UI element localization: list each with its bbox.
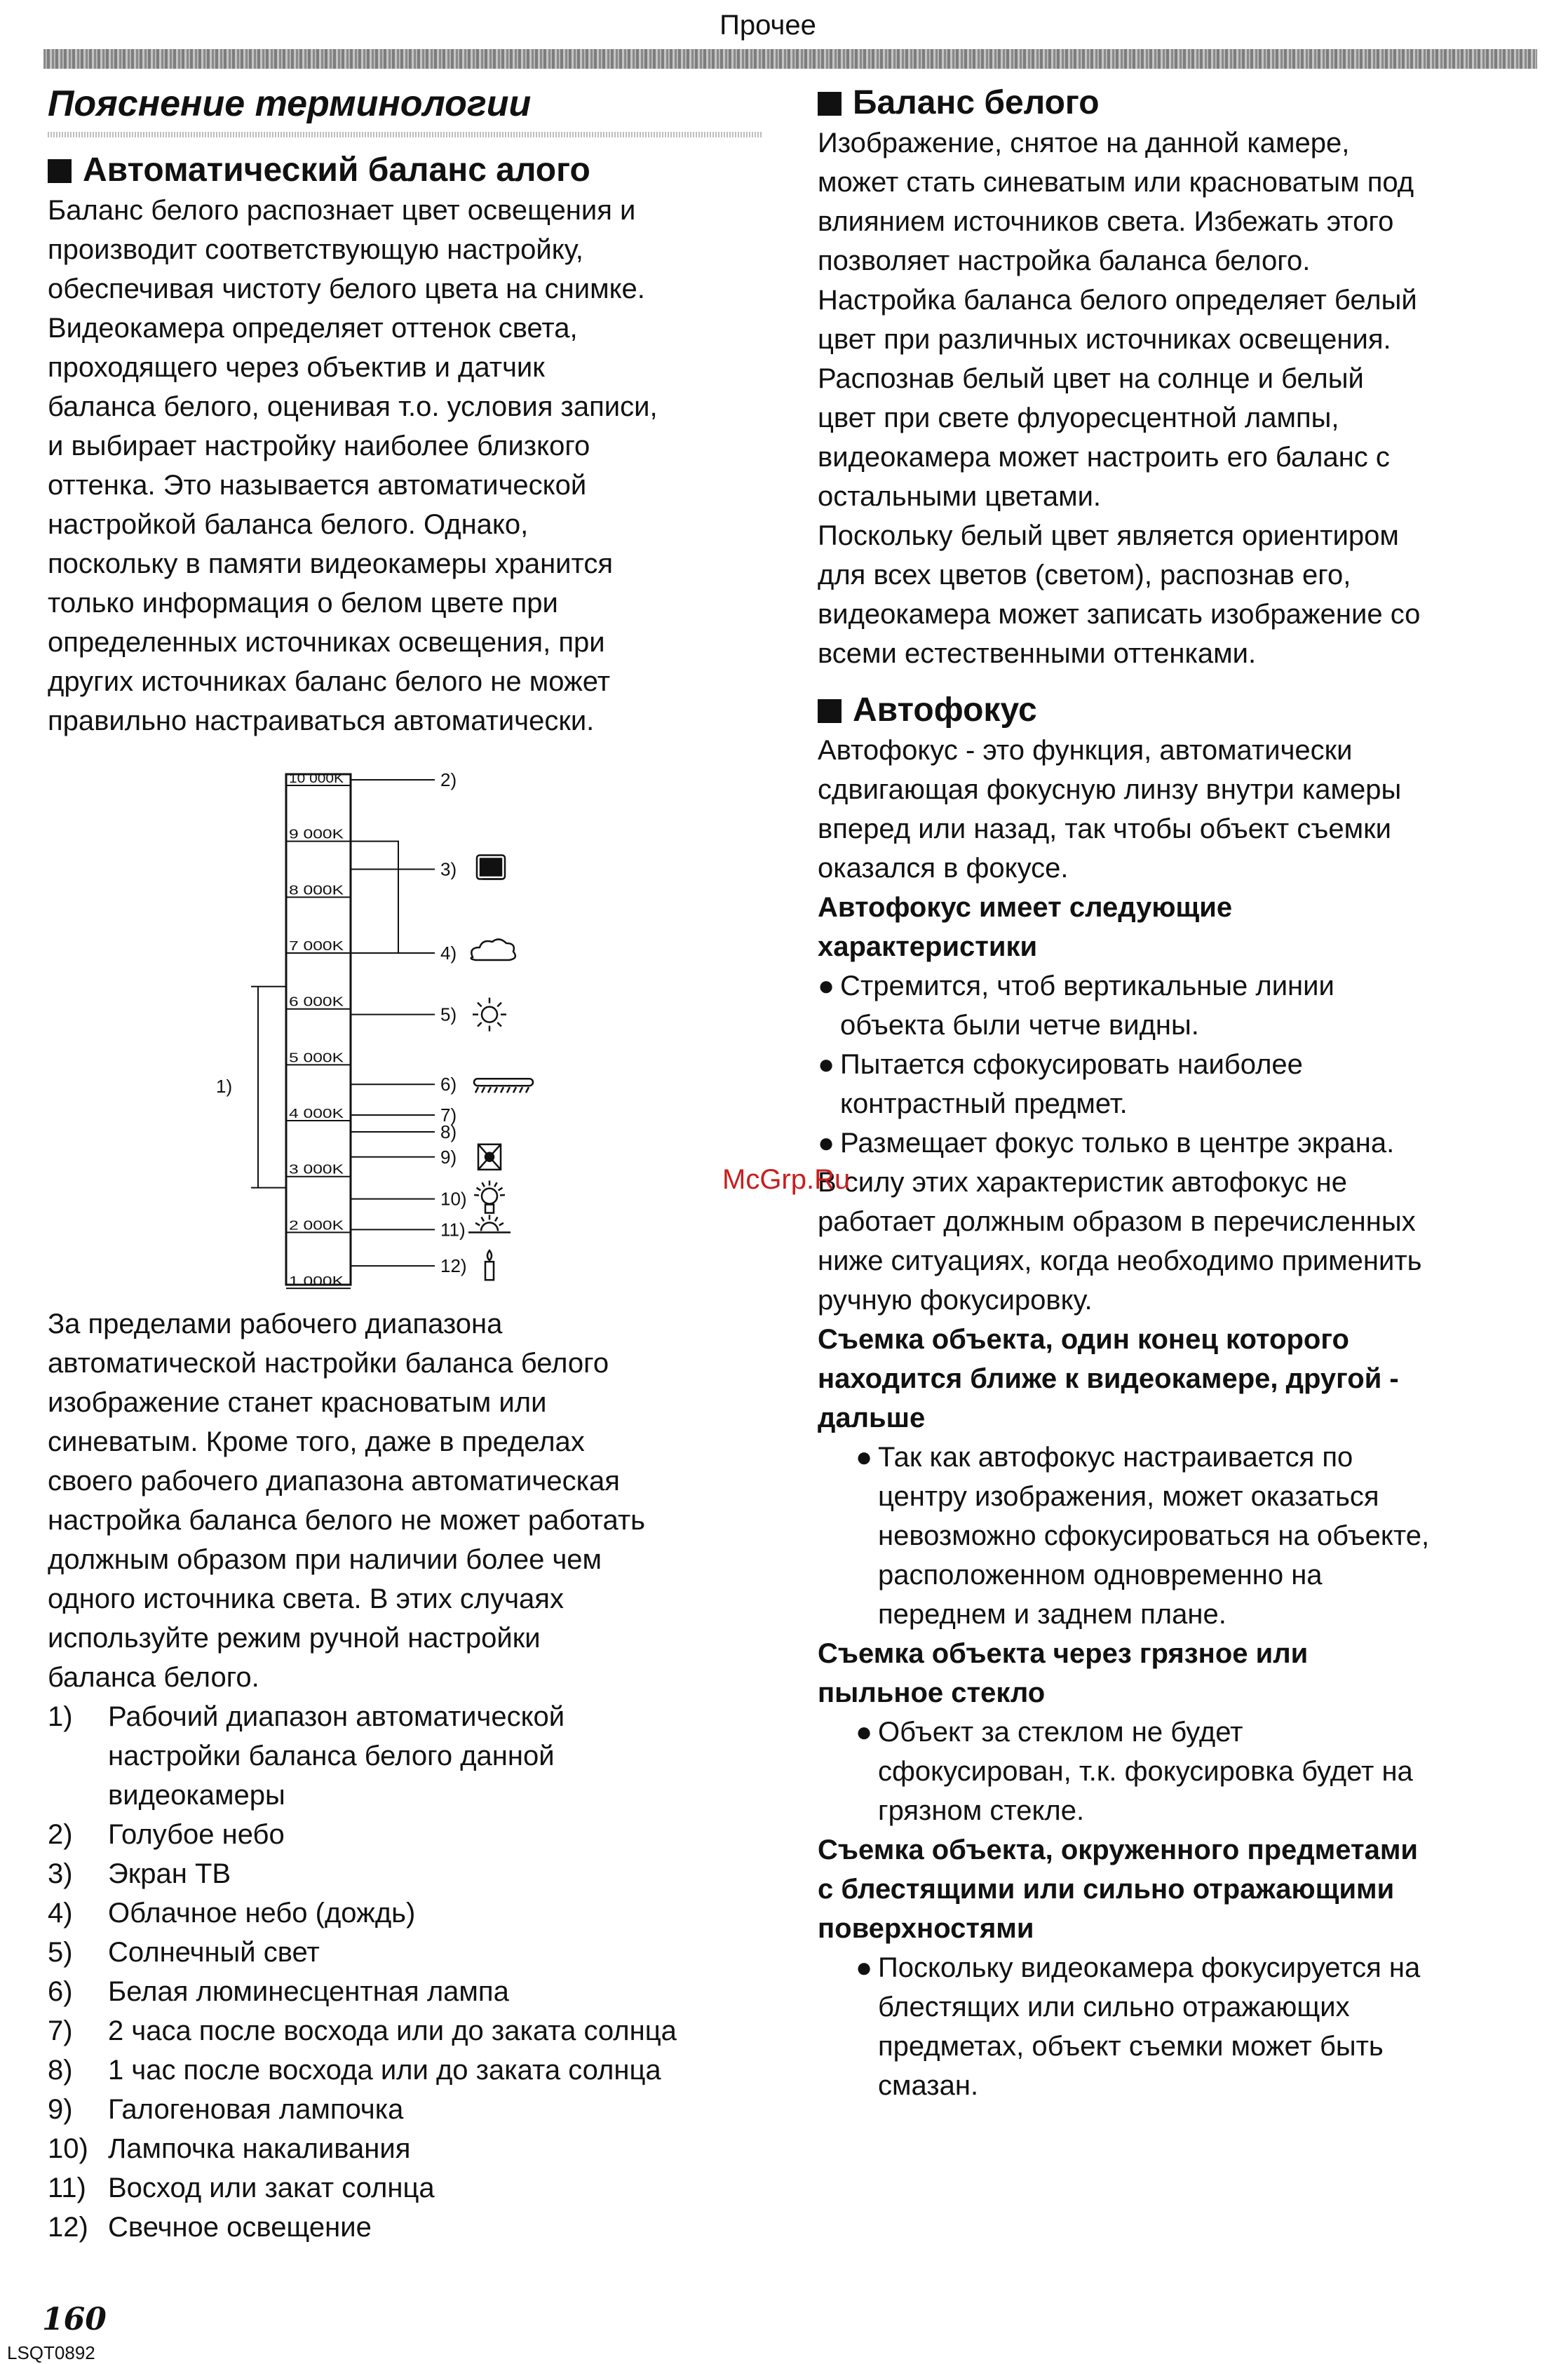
text-line: проходящего через объектив и датчик [48,348,784,387]
legend-item [48,2011,784,2051]
text-line: и выбирает настройку наиболее близкого [48,426,784,466]
legend-item [48,1933,784,1972]
legend-number: 1) [48,1697,108,1815]
page-number: 160 [42,2302,107,2337]
legend-text: Голубое небо [108,1815,285,1854]
color-temperature-chart [48,766,749,1299]
bullet-dot-icon: ● [818,966,840,1006]
left-column [48,83,784,2247]
text-line: Баланс белого распознает цвет освещения и [48,191,784,230]
scale-label: 2 000K [289,1218,344,1232]
af-intro [818,731,1540,888]
legend-text [108,1697,565,1815]
bullet-dot-icon: ● [818,1045,840,1084]
text-line: цвет при свете флуоресцентной лампы, [818,398,1540,438]
text-line: используйте режим ручной настройки [48,1619,784,1658]
text-line: оттенка. Это называется автоматической [48,466,784,505]
scale-label: 9 000K [289,828,344,842]
source-label: 10) [440,1189,467,1210]
fluorescent-lamp-icon [474,1079,533,1093]
legend-text: Белая люминесцентная лампа [108,1972,509,2011]
section-heading-white-balance [818,83,1540,123]
scale-label: 6 000K [289,995,344,1009]
legend-number: 9) [48,2090,108,2129]
text-line: настройка баланса белого не может работать [48,1501,784,1540]
text-line: только информация о белом цвете при [48,583,784,623]
text-line: может стать синеватым или красноватым под [818,163,1540,202]
page-header-section: Прочее [0,10,1536,41]
source-label: 6) [440,1074,457,1095]
section-gap [818,673,1540,690]
legend-text: Лампочка накаливания [108,2129,410,2168]
wb-paragraph [818,123,1540,673]
legend-line: настройки баланса белого данной [108,1741,555,1771]
tv-range-bracket [351,842,398,953]
watermark: McGrp.Ru [722,1164,850,1196]
text-line: поскольку в памяти видеокамеры хранится [48,544,784,583]
bullet-dot-icon: ● [856,1438,878,1477]
text-line: баланса белого. [48,1658,784,1697]
bullet-line: Размещает фокус только в центре экрана. [840,1128,1394,1159]
text-line: одного источника света. В этих случаях [48,1579,784,1619]
bullet-line: Поскольку видеокамера фокусируется на [878,1952,1420,1983]
source-label: 4) [440,943,457,964]
legend-item [48,2208,784,2247]
scale-label: 4 000K [289,1107,344,1121]
text-line: для всех цветов (светом), распознав его, [818,555,1540,595]
text-line: Настройка баланса белого определяет белый [818,281,1540,320]
bullet-line: грязном стекле. [878,1795,1084,1826]
legend-item [48,2090,784,2129]
legend-item [48,2129,784,2168]
bullet-item [818,1438,1540,1634]
after-chart-paragraph [48,1304,784,1697]
legend-number: 2) [48,1815,108,1854]
legend-number: 3) [48,1854,108,1893]
bullet-line: смазан. [878,2070,978,2101]
legend-text: Солнечный свет [108,1933,320,1972]
bullet-dot-icon: ● [818,1123,840,1163]
text-line: правильно настраиваться автоматически. [48,701,784,741]
document-code: LSQT0892 [7,2342,95,2364]
text-line: Видеокамера определяет оттенок света, [48,309,784,348]
legend-number: 4) [48,1893,108,1933]
scale-label: 3 000K [289,1163,344,1177]
subheading-line: Съемка объекта, окруженного предметами [818,1835,1418,1865]
legend-number: 12) [48,2208,108,2247]
legend-number: 5) [48,1933,108,1972]
legend-number: 11) [48,2168,108,2208]
legend-item [48,1815,784,1854]
text-line: В силу этих характеристик автофокус не [818,1163,1540,1202]
legend-line: видеокамеры [108,1780,285,1811]
bulb-icon [474,1181,505,1213]
bullet-line: невозможно сфокусироваться на объекте, [878,1520,1429,1551]
section-square-icon [818,92,842,116]
source-label: 2) [440,769,457,790]
text-line: синеватым. Кроме того, даже в пределах [48,1422,784,1461]
section-heading-autofocus [818,690,1540,731]
text-line: ниже ситуациях, когда необходимо применить [818,1241,1540,1281]
source-label: 12) [440,1255,467,1276]
legend-item [48,1893,784,1933]
source-label: 7) [440,1105,457,1126]
text-line: видеокамера может записать изображение со [818,595,1540,634]
text-line: баланса белого, оценивая т.о. условия записи, [48,387,784,426]
sunset-icon [468,1215,511,1232]
scale-label: 1 000K [289,1274,344,1288]
legend-number: 7) [48,2011,108,2051]
subheading-line: Съемка объекта через грязное или [818,1638,1308,1669]
subheading-line: находится ближе к видеокамере, другой - [818,1363,1399,1394]
bullet-line: переднем и заднем плане. [878,1599,1226,1630]
text-line: всеми естественными оттенками. [818,634,1540,673]
scale-label: 10 000K [289,771,344,785]
legend-number: 10) [48,2129,108,2168]
page-title: Пояснение терминологии [48,83,784,125]
bullet-line: Стремится, чтоб вертикальные линии [840,971,1334,1001]
text-line: оказался в фокусе. [818,849,1540,888]
bullet-line: расположенном одновременно на [878,1560,1323,1590]
text-line: Распознав белый цвет на солнце и белый [818,359,1540,398]
bullet-line: сфокусирован, т.к. фокусировка будет на [878,1756,1413,1787]
text-line: остальными цветами. [818,477,1540,516]
source-label: 11) [440,1219,466,1240]
section-square-icon [818,699,842,723]
legend-text: Галогеновая лампочка [108,2090,403,2129]
text-line: Поскольку белый цвет является ориентиром [818,516,1540,555]
bullet-line: объекта были четче видны. [840,1010,1199,1041]
bullet-item [818,1123,1540,1163]
bullet-line: блестящих или сильно отражающих [878,1992,1350,2022]
text-line: других источниках баланс белого не может [48,662,784,701]
bullet-item [818,1045,1540,1123]
legend-text: Экран ТВ [108,1854,231,1893]
bullet-line: Пытается сфокусировать наиболее [840,1049,1303,1080]
text-line: За пределами рабочего диапазона [48,1304,784,1344]
text-line: настройкой баланса белого. Однако, [48,505,784,544]
legend-text: 1 час после восхода или до заката солнца [108,2051,661,2090]
subheading-line: Автофокус имеет следующие [818,892,1232,923]
source-label: 5) [440,1004,457,1025]
section-heading-wb-text: Баланс белого [853,84,1100,121]
section-heading-awb [48,150,784,191]
chart-legend [48,1697,784,2247]
legend-item [48,1972,784,2011]
section-square-icon [48,159,72,183]
text-line: влиянием источников света. Избежать этого [818,202,1540,241]
cloud-icon [471,939,515,960]
text-line: автоматической настройки баланса белого [48,1344,784,1383]
text-line: своего рабочего диапазона автоматическая [48,1461,784,1501]
text-line: сдвигающая фокусную линзу внутри камеры [818,770,1540,809]
text-line: определенных источниках освещения, при [48,623,784,662]
source-label: 9) [440,1147,457,1168]
awb-paragraph [48,191,784,741]
subheading-line: характеристики [818,931,1037,962]
subheading-line: Съемка объекта, один конец которого [818,1324,1349,1355]
text-line: производит соответствующую настройку, [48,230,784,269]
sun-icon [473,998,506,1032]
right-column [818,83,1540,2105]
text-line: вперед или назад, так чтобы объект съемки [818,809,1540,849]
section-heading-awb-text: Автоматический баланс алого [83,151,590,189]
bullet-dot-icon: ● [856,1948,878,1987]
legend-item [48,1697,784,1815]
text-line: должным образом при наличии более чем [48,1540,784,1579]
legend-text: Восход или закат солнца [108,2168,435,2208]
bullet-line: Так как автофокус настраивается по [878,1442,1353,1473]
text-line: цвет при различных источниках освещения. [818,320,1540,359]
bullet-item [818,966,1540,1045]
bullet-line: Объект за стеклом не будет [878,1717,1243,1748]
header-rule [43,49,1537,69]
af-characteristics-heading [818,888,1540,966]
bullet-line: центру изображения, может оказаться [878,1481,1379,1512]
legend-text: Облачное небо (дождь) [108,1893,415,1933]
legend-number: 6) [48,1972,108,2011]
subheading-line: с блестящими или сильно отражающими [818,1874,1394,1905]
text-line: ручную фокусировку. [818,1281,1540,1320]
af-case-heading [818,1830,1540,1948]
legend-number: 8) [48,2051,108,2090]
legend-text: Свечное освещение [108,2208,372,2247]
text-line: работает должным образом в перечисленных [818,1202,1540,1241]
bullet-item [818,1948,1540,2105]
source-label: 3) [440,858,457,879]
range-label: 1) [216,1076,232,1097]
section-heading-af-text: Автофокус [853,691,1037,729]
scale-bar [286,774,351,1285]
legend-text: 2 часа после восхода или до заката солнца [108,2011,677,2051]
text-line: позволяет настройка баланса белого. [818,241,1540,281]
bullet-item [818,1713,1540,1830]
text-line: обеспечивая чистоту белого цвета на снимке. [48,269,784,309]
af-case-heading [818,1320,1540,1438]
bullet-line: предметах, объект съемки может быть [878,2031,1384,2062]
legend-line: Рабочий диапазон автоматической [108,1701,565,1732]
source-label: 8) [440,1121,457,1142]
scale-label: 7 000K [289,939,344,953]
legend-item [48,2051,784,2090]
bullet-line: контрастный предмет. [840,1088,1128,1119]
af-after-paragraph [818,1163,1540,1320]
text-line: Автофокус - это функция, автоматически [818,731,1540,770]
scale-label: 5 000K [289,1051,344,1065]
halogen-lamp-icon [478,1144,501,1170]
subheading-line: пыльное стекло [818,1677,1045,1708]
scale-label: 8 000K [289,883,344,897]
tv-icon [477,855,505,879]
subheading-line: дальше [818,1403,925,1433]
text-line: видеокамера может настроить его баланс с [818,438,1540,477]
title-rule [48,132,763,137]
text-line: Изображение, снятое на данной камере, [818,123,1540,163]
text-line: изображение станет красноватым или [48,1383,784,1422]
legend-item [48,2168,784,2208]
legend-item [48,1854,784,1893]
subheading-line: поверхностями [818,1913,1034,1944]
af-case-heading [818,1634,1540,1713]
bullet-dot-icon: ● [856,1713,878,1752]
candle-icon [485,1250,494,1280]
